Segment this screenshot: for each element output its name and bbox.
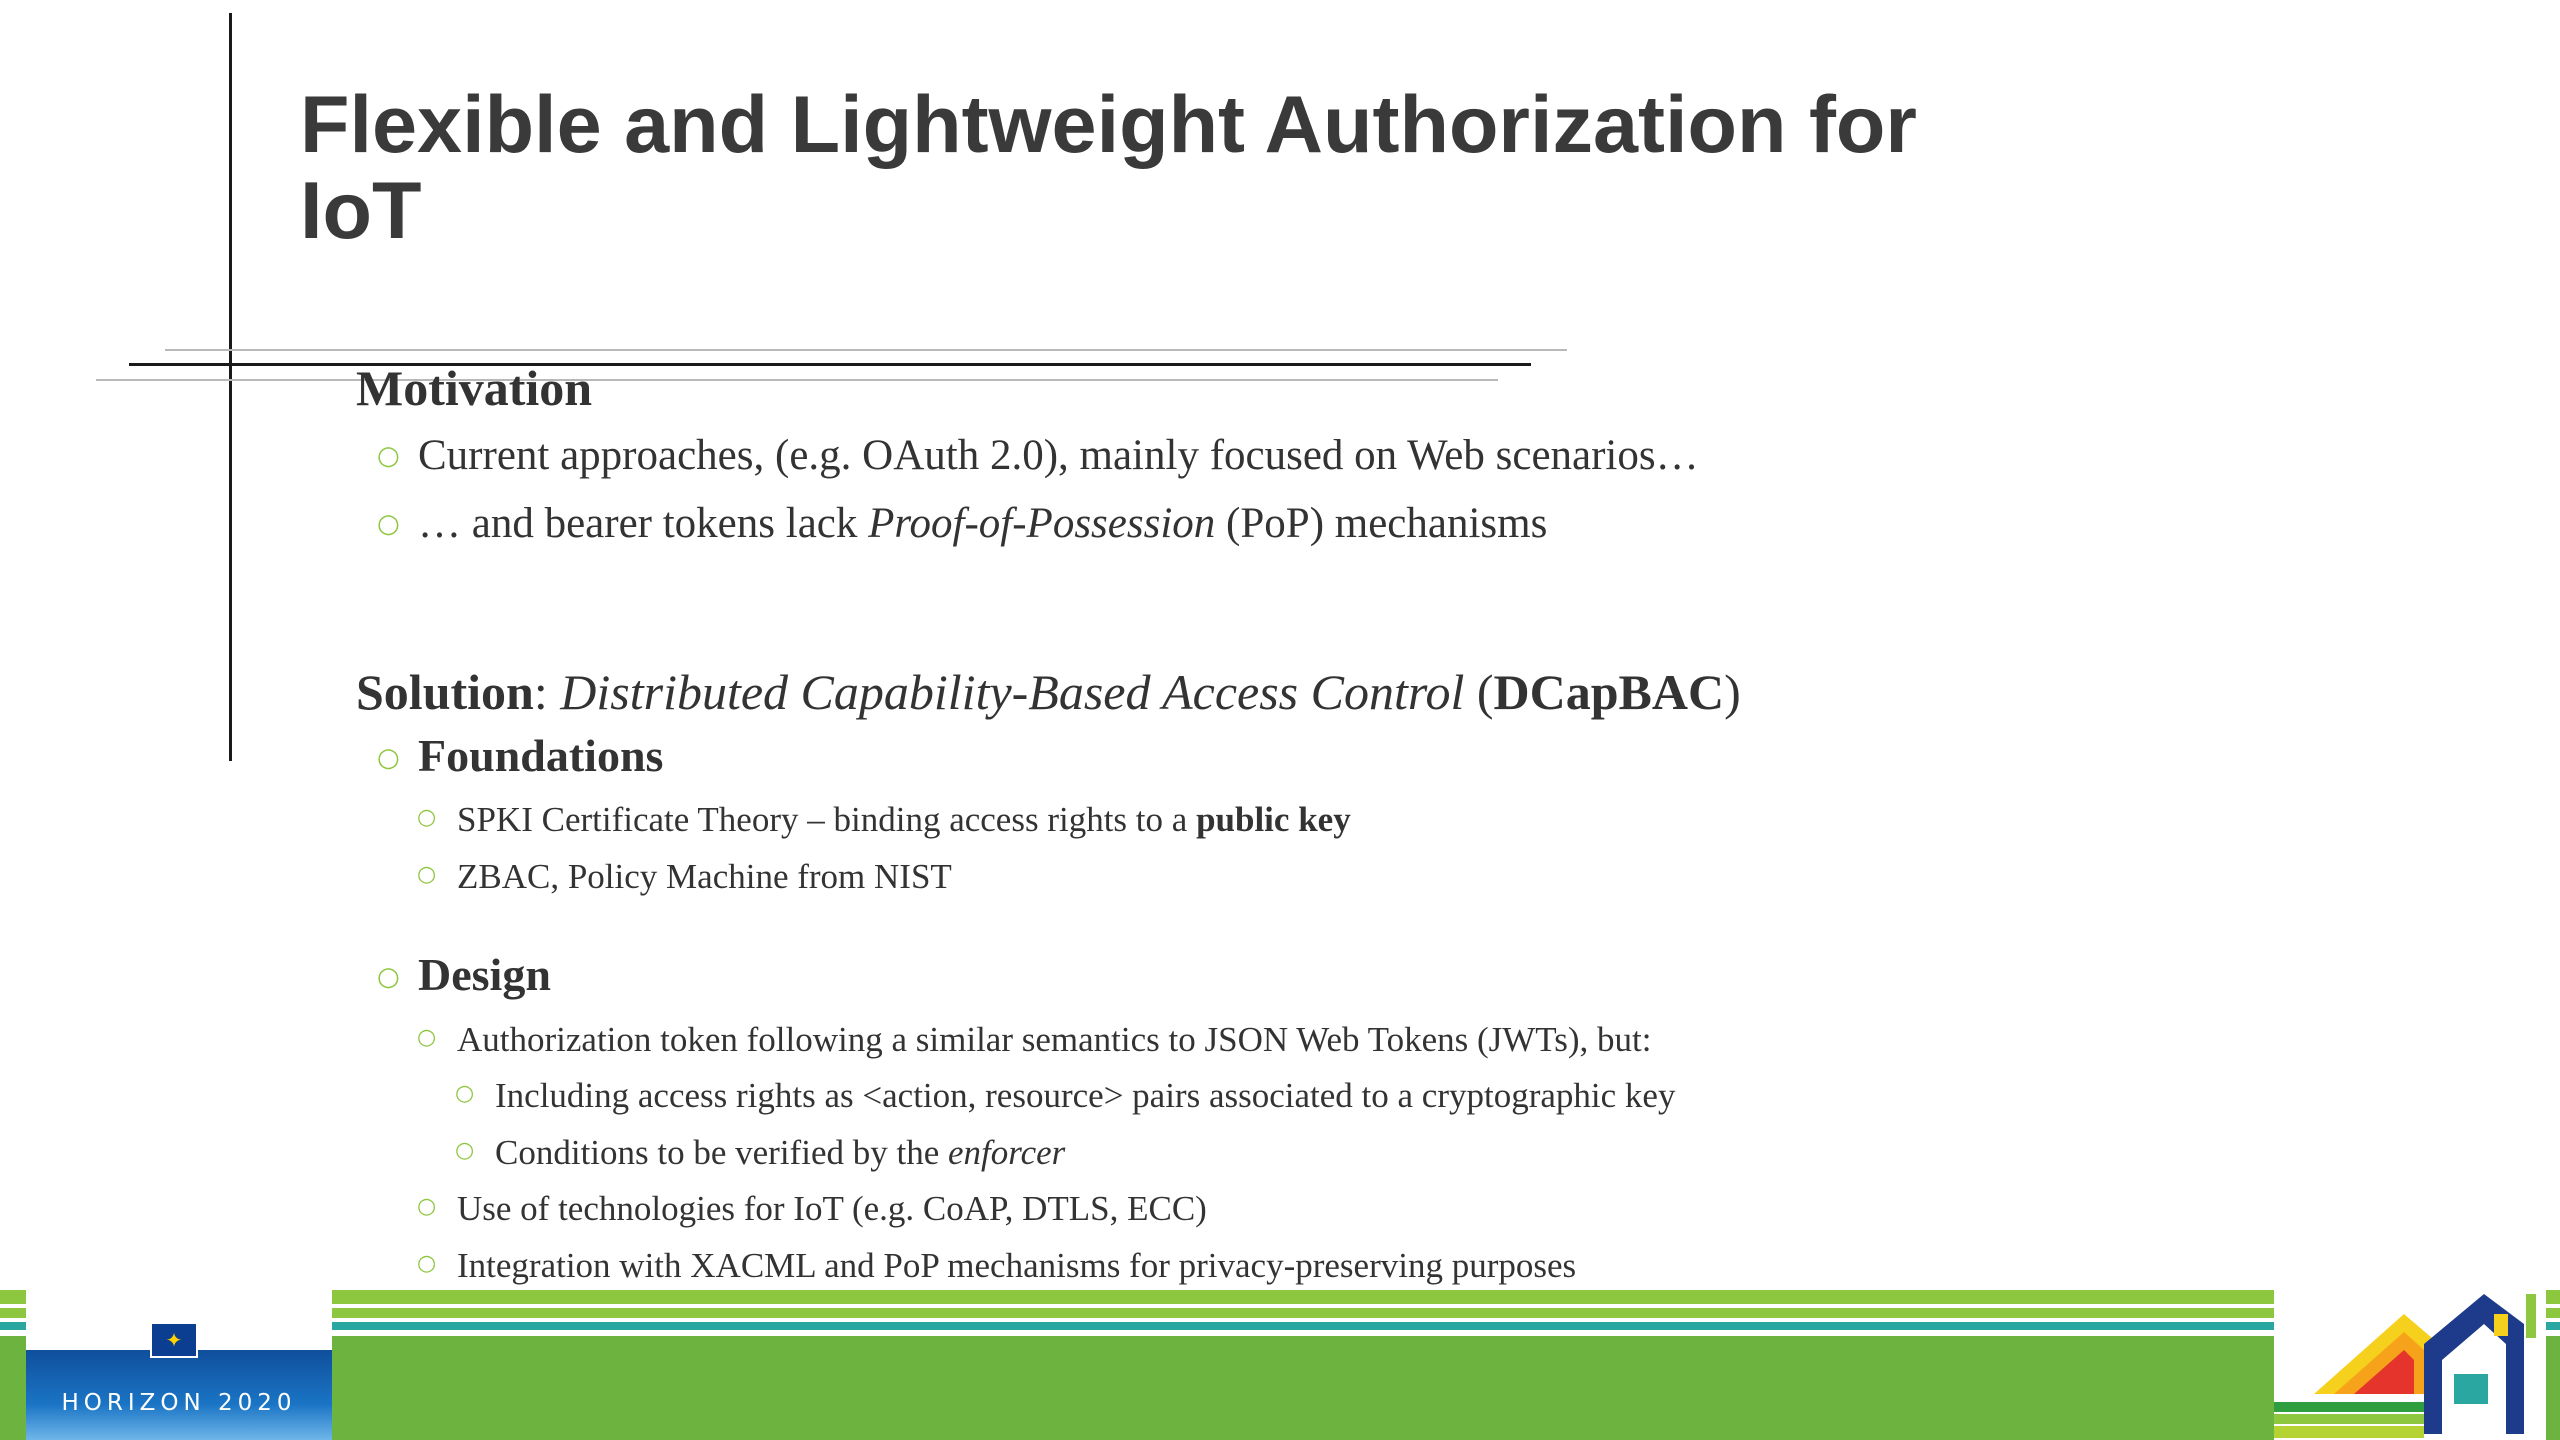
- footer-band: [0, 1336, 2560, 1440]
- foundations-item: [417, 798, 1351, 842]
- design-subitem: [455, 1131, 1066, 1175]
- motivation-item-emphasis: Proof-of-Possession: [868, 500, 1216, 547]
- foundations-item-text: ZBAC, Policy Machine from NIST: [457, 857, 952, 896]
- design-heading-text: Design: [418, 949, 551, 1000]
- bullet-icon: ○: [417, 862, 437, 887]
- foundations-item-text: SPKI Certificate Theory – binding access rights to a: [457, 800, 1197, 839]
- slide-title-line-1: Flexible and Lightweight Authorization for: [300, 80, 1917, 170]
- foundations-heading: [377, 728, 664, 784]
- slide-title: [300, 82, 2100, 254]
- bullet-icon: ○: [417, 1025, 437, 1050]
- design-subitem: [455, 1074, 1676, 1118]
- solution-heading-title: Distributed Capability-Based Access Control: [560, 664, 1465, 720]
- footer-stripe: [0, 1290, 2560, 1304]
- vertical-divider-line: [229, 13, 232, 761]
- solution-heading-paren: (: [1464, 664, 1494, 720]
- design-item-text: Use of technologies for IoT (e.g. CoAP, DTLS, ECC): [457, 1189, 1207, 1228]
- slide-title-line-2: IoT: [300, 166, 422, 256]
- design-subitem-text: Conditions to be verified by the: [495, 1133, 948, 1172]
- design-item: [417, 1244, 1577, 1288]
- design-item-text: Authorization token following a similar semantics to JSON Web Tokens (JWTs), but:: [457, 1020, 1652, 1059]
- footer-stripe: [0, 1322, 2560, 1330]
- bullet-icon: ○: [417, 805, 437, 830]
- bullet-icon: ○: [377, 509, 400, 539]
- design-item-text: Integration with XACML and PoP mechanisms for privacy-preserving purposes: [457, 1246, 1577, 1285]
- footer-stripe: [0, 1308, 2560, 1318]
- design-item: [417, 1018, 1652, 1062]
- design-heading: [377, 947, 551, 1003]
- design-item: [417, 1187, 1207, 1231]
- foundations-item-emphasis: public key: [1196, 800, 1351, 839]
- solution-heading-label: Solution: [356, 664, 534, 720]
- horizon-2020-logo: [26, 1290, 332, 1440]
- motivation-heading-text: Motivation: [356, 360, 593, 416]
- bullet-icon: ○: [417, 1251, 437, 1276]
- bullet-icon: ○: [377, 962, 400, 992]
- bullet-icon: ○: [417, 1194, 437, 1219]
- eu-flag-icon: ✦: [150, 1322, 198, 1358]
- bullet-icon: ○: [377, 743, 400, 773]
- solution-heading-separator: :: [533, 664, 561, 720]
- solution-heading-acronym: DCapBAC: [1493, 664, 1725, 720]
- horizontal-divider-line: [96, 379, 1498, 381]
- energy-house-icon: [2274, 1284, 2546, 1440]
- horizon-2020-logo-text: HORIZON 2020: [61, 1390, 297, 1416]
- motivation-item-text: (PoP) mechanisms: [1215, 500, 1548, 547]
- horizontal-divider-line: [129, 363, 1531, 366]
- bullet-icon: ○: [455, 1081, 475, 1106]
- solution-heading: [356, 662, 1741, 722]
- foundations-heading-text: Foundations: [418, 730, 664, 781]
- motivation-item: [377, 429, 1699, 483]
- solution-heading-paren: ): [1724, 664, 1741, 720]
- motivation-item: [377, 497, 1548, 551]
- foundations-item: [417, 855, 952, 899]
- bullet-icon: ○: [455, 1138, 475, 1163]
- motivation-item-text: Current approaches, (e.g. OAuth 2.0), mainly focused on Web scenarios…: [418, 432, 1699, 479]
- motivation-item-text: … and bearer tokens lack: [418, 500, 869, 547]
- energy-house-logo: [2274, 1284, 2546, 1440]
- design-subitem-text: Including access rights as <action, resource> pairs associated to a cryptographic key: [495, 1076, 1676, 1115]
- motivation-heading: [356, 358, 592, 418]
- horizontal-divider-line: [165, 349, 1567, 351]
- bullet-icon: ○: [377, 441, 400, 471]
- design-subitem-emphasis: enforcer: [947, 1133, 1066, 1172]
